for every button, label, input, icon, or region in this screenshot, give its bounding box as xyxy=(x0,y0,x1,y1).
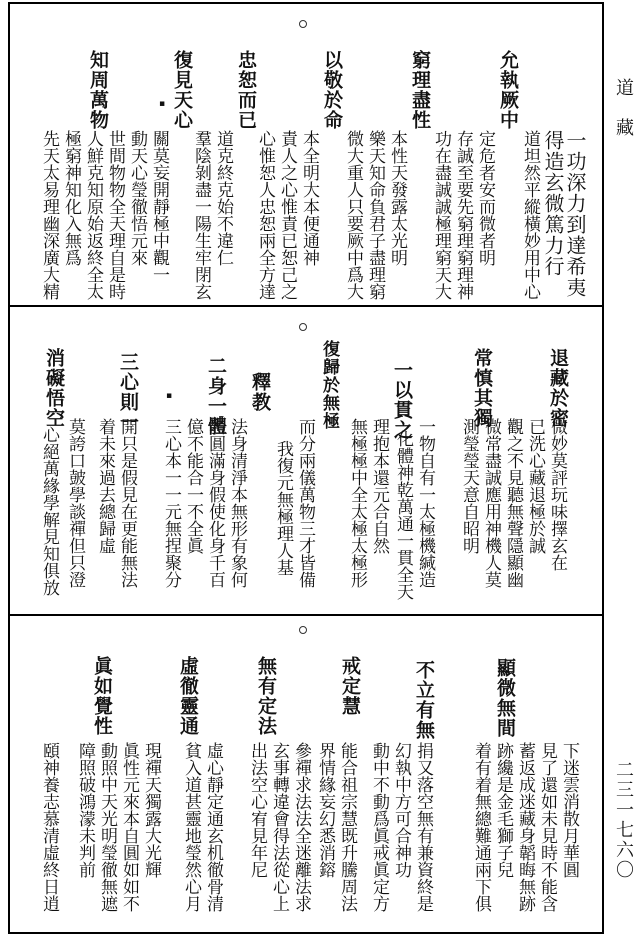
verse-title: 復歸於無極 xyxy=(319,340,339,430)
annotation-mark: ▪︎ xyxy=(159,99,166,109)
verse-title: 無有定法 xyxy=(255,656,277,736)
verse-column: 道坦然平縱橫妙用中心 xyxy=(520,130,540,300)
section-heading: 釋教 xyxy=(249,372,271,412)
verse-column: 本全明大本便通神 xyxy=(299,130,319,266)
verse-column: 跡纔是金毛獅子兒 xyxy=(493,742,513,878)
verse-column: 心絕萬緣學解見知俱放 xyxy=(39,426,59,596)
verse-title: 常慎其獨 xyxy=(471,348,493,428)
verse-column: 能合祖宗慧既升騰周法 xyxy=(337,742,357,912)
verse-column: 着有着無總難通兩下俱 xyxy=(471,742,491,912)
verse-column: 法身清淨本無形有象何 xyxy=(227,418,247,588)
annotation-mark: ▪︎ xyxy=(166,391,173,401)
verse-column: 微常盡誠應用神機人莫 xyxy=(481,418,501,588)
verse-column: 億不能合一不全眞 xyxy=(183,418,203,554)
verse-column: 理抱本還元合自然 xyxy=(369,418,389,554)
verse-column: 人鮮克知原始返終全太 xyxy=(83,130,103,300)
verse-column: 動天心瑩徹悟元來 xyxy=(127,130,147,266)
verse-column: 開只是假見在更能無法 xyxy=(117,418,137,588)
verse-column: 蓄返成迷藏身韜晦無跡 xyxy=(515,742,535,912)
binding-hole-mark xyxy=(299,626,307,634)
verse-column: 名圓滿身假使化身千百 xyxy=(205,418,225,588)
verse-title: 允執厥中 xyxy=(497,50,519,130)
section-divider-2 xyxy=(8,614,604,616)
verse-column: 出法空心宥見年尼 xyxy=(247,742,267,878)
page-number: 二三一七六〇 xyxy=(613,760,634,880)
verse-column: 動照中天光明瑩徹無遮 xyxy=(97,742,117,912)
verse-column: 存誠至要先窮理窮理神 xyxy=(453,130,473,300)
verse-title: 窮理盡性 xyxy=(409,50,431,130)
verse-column: 本性天發露太光明 xyxy=(387,130,407,266)
verse-column: 極窮神知化入無爲 xyxy=(61,130,81,266)
verse-title: 復見天心 xyxy=(171,50,193,130)
verse-title: 二身一體 xyxy=(205,356,227,436)
verse-column: 捐又落空無有兼資終是 xyxy=(413,742,433,912)
verse-column: 下迷雲消散月華圓 xyxy=(559,742,579,878)
verse-column: 莫誇口皷學談禪但只澄 xyxy=(65,418,85,588)
verse-column: 着未來過去總歸虛 xyxy=(95,418,115,554)
verse-column: 現禪天獨露大光輝 xyxy=(141,742,161,878)
verse-column: 道克終克始不違仁 xyxy=(213,130,233,266)
verse-column: 一物自有一太極機緘造 xyxy=(415,418,435,588)
verse-column: 界情緣妄幻悉消鎔 xyxy=(315,742,335,878)
verse-column: 責人之心惟責已恕己之 xyxy=(277,130,297,300)
verse-column: 測瑩瑩天意自昭明 xyxy=(459,418,479,554)
verse-title: 戒定慧 xyxy=(339,656,361,716)
verse-title: 不立有無 xyxy=(413,660,435,740)
binding-hole-mark xyxy=(299,323,307,331)
verse-title: 顯微無間 xyxy=(494,658,516,738)
verse-column: 已洗心藏退極於誠 xyxy=(525,418,545,554)
verse-column: 見了還如未見時不能含 xyxy=(537,742,557,912)
verse-column: 先天太易理幽深廣大精 xyxy=(39,130,59,300)
verse-column: 世間物物全天理自是時 xyxy=(105,130,125,300)
verse-column: 羣陰剝盡一陽生牢閉玄 xyxy=(191,130,211,300)
verse-column: 化體神乾萬通一貫全天 xyxy=(393,430,413,600)
verse-column: 定危者安而微者明 xyxy=(475,130,495,266)
verse-title: 退藏於密 xyxy=(547,348,569,428)
verse-column: 眞性元來本自圓如如不 xyxy=(119,742,139,912)
verse-column: 而分兩儀萬物三才皆備 xyxy=(295,418,315,588)
verse-column: 動中不動爲眞戒眞定方 xyxy=(369,742,389,912)
verse-column: 微大重人只要厥中爲大 xyxy=(343,130,363,300)
verse-column: 貧入道甚靈地瑩然心月 xyxy=(181,742,201,912)
verse-title: 一以貫之 xyxy=(391,360,413,440)
verse-column: 一功深力到達希夷 xyxy=(563,130,587,298)
verse-title: 忠恕而已 xyxy=(235,50,257,130)
verse-column: 幻執中方可合神功 xyxy=(391,742,411,878)
verse-title: 眞如覺性 xyxy=(91,656,113,736)
verse-column: 功在盡誠誠極理窮天大 xyxy=(431,130,451,300)
verse-title: 虛徹靈通 xyxy=(177,656,199,736)
verse-column: 頤神養志慕清虛終日逍 xyxy=(39,742,59,912)
verse-column: 無極極中全太極太極形 xyxy=(347,418,367,588)
verse-column: 虛心靜定通玄机徹骨清 xyxy=(203,742,223,912)
collection-margin: 藏 xyxy=(613,118,634,136)
verse-column: 玄事轉違會得法從心上 xyxy=(269,742,289,912)
verse-column: 參禪求法法全迷離法求 xyxy=(291,742,311,912)
verse-title: 三心則一 xyxy=(117,352,139,432)
section-divider-1 xyxy=(8,305,604,307)
verse-column: 微妙莫評玩味擇玄在 xyxy=(547,418,567,571)
binding-hole-mark xyxy=(299,20,307,28)
verse-column: 心惟恕人忠恕兩全方達 xyxy=(255,130,275,300)
verse-column: 關莫妄開靜極中觀一 xyxy=(149,130,169,283)
verse-column: 障照破鴻濛未判前 xyxy=(75,742,95,878)
verse-column: 觀之不見聽無聲隱顯幽 xyxy=(503,418,523,588)
verse-column: 我復元無極理人基 xyxy=(273,440,293,576)
verse-column: 樂天知命負君子盡理窮 xyxy=(365,130,385,300)
verse-column: 三心本一一元無捏聚分 xyxy=(161,418,181,588)
verse-column: 得造玄微篤力行 xyxy=(541,130,565,277)
book-title-margin: 道 xyxy=(613,78,634,96)
verse-title: 消礙悟空 xyxy=(43,348,65,428)
verse-title: 以敬於命 xyxy=(321,50,343,130)
verse-title: 知周萬物 xyxy=(87,50,109,130)
